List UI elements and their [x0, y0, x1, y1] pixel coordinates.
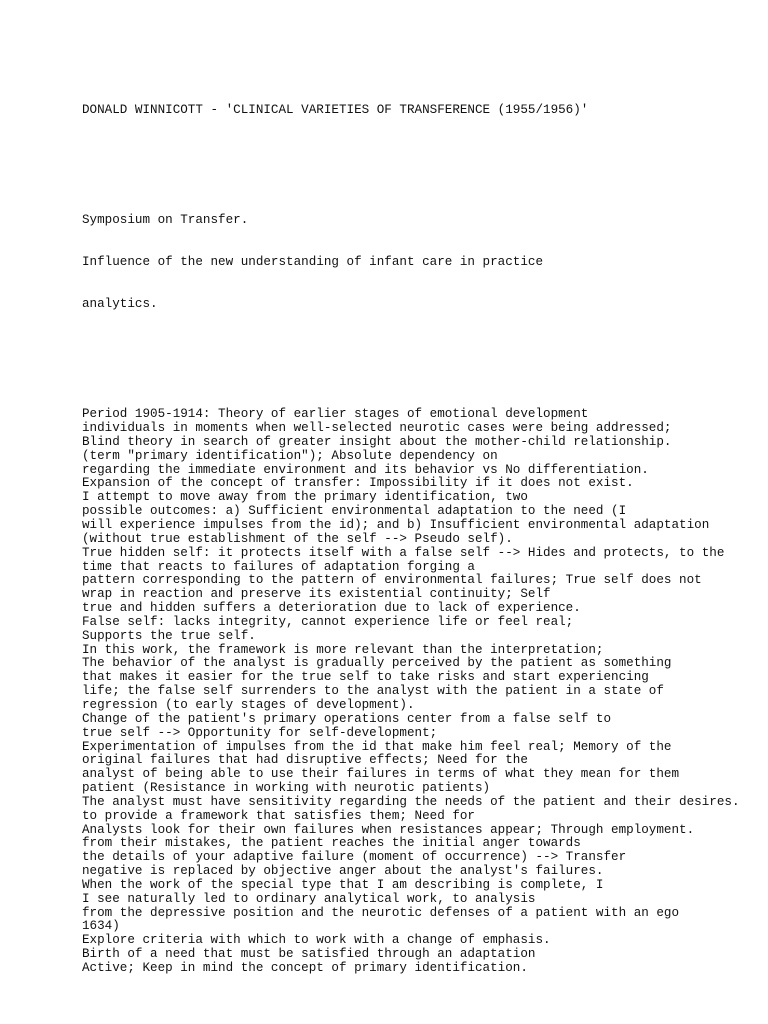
- spacer: [82, 145, 762, 159]
- body-line: regression (to early stages of development).: [82, 697, 415, 712]
- body-line: I see naturally led to ordinary analytical work, to analysis: [82, 891, 536, 906]
- intro-line: analytics.: [82, 296, 158, 311]
- body-line: Analysts look for their own failures when resistances appear; Through employment.: [82, 822, 695, 837]
- intro-line: Influence of the new understanding of infant care in practice: [82, 254, 544, 269]
- body-line: pattern corresponding to the pattern of environmental failures; True self does not: [82, 573, 702, 588]
- body-line: Birth of a need that must be satisfied through an adaptation: [82, 947, 536, 962]
- document-title: DONALD WINNICOTT - 'CLINICAL VARIETIES OF TRANSFERENCE (1955/1956)': [82, 102, 589, 117]
- body-line: I attempt to move away from the primary identification, two: [82, 490, 528, 505]
- body-line: When the work of the special type that I am describing is complete, I: [82, 877, 604, 892]
- spacer: [82, 367, 762, 381]
- body-line: negative is replaced by objective anger about the analyst's failures.: [82, 864, 604, 879]
- body-line: patient (Resistance in working with neurotic patients): [82, 781, 491, 796]
- body-line: In this work, the framework is more relevant than the interpretation;: [82, 642, 604, 657]
- intro-line: Symposium on Transfer.: [82, 213, 249, 228]
- body-line: True hidden self: it protects itself with a false self --> Hides and protects, to the: [82, 545, 725, 560]
- body-line: true self --> Opportunity for self-development;: [82, 725, 438, 740]
- body-line: Expansion of the concept of transfer: Impossibility if it does not exist.: [82, 476, 634, 491]
- body-line: possible outcomes: a) Sufficient environmental adaptation to the need (I: [82, 504, 627, 519]
- body-line: (term "primary identification"); Absolute dependency on: [82, 448, 498, 463]
- body-line: from their mistakes, the patient reaches the initial anger towards: [82, 836, 581, 851]
- body-line: the details of your adaptive failure (moment of occurrence) --> Transfer: [82, 850, 627, 865]
- body-line: individuals in moments when well-selected neurotic cases were being addressed;: [82, 421, 672, 436]
- body-line: Supports the true self.: [82, 628, 256, 643]
- body-line: life; the false self surrenders to the analyst with the patient in a state of: [82, 684, 664, 699]
- body-line: original failures that had disruptive effects; Need for the: [82, 753, 528, 768]
- body-line: Blind theory in search of greater insight about the mother-child relationship.: [82, 434, 672, 449]
- body-line: true and hidden suffers a deterioration due to lack of experience.: [82, 601, 581, 616]
- body-line: that makes it easier for the true self to take risks and start experiencing: [82, 670, 649, 685]
- body-line: The behavior of the analyst is gradually perceived by the patient as something: [82, 656, 672, 671]
- body-line: analyst of being able to use their failures in terms of what they mean for them: [82, 767, 680, 782]
- body-line: regarding the immediate environment and its behavior vs No differentiation.: [82, 462, 649, 477]
- body-line: Experimentation of impulses from the id that make him feel real; Memory of the: [82, 739, 672, 754]
- intro-section: [82, 187, 762, 339]
- body-line: The analyst must have sensitivity regarding the needs of the patient and their desires.: [82, 794, 740, 809]
- body-line: Explore criteria with which to work with a change of emphasis.: [82, 933, 551, 948]
- body-line: from the depressive position and the neurotic defenses of a patient with an ego: [82, 905, 680, 920]
- body-line: 1634): [82, 919, 120, 934]
- body-line: Change of the patient's primary operations center from a false self to: [82, 711, 612, 726]
- body-line: Period 1905-1914: Theory of earlier stages of emotional development: [82, 407, 589, 422]
- body-line: to provide a framework that satisfies them; Need for: [82, 808, 475, 823]
- document-text: [82, 76, 762, 1004]
- body-line: will experience impulses from the id); and b) Insufficient environmental adaptation: [82, 518, 710, 532]
- body-line: time that reacts to failures of adaptation forging a: [82, 559, 475, 574]
- body-line: (without true establishment of the self --> Pseudo self).: [82, 531, 513, 546]
- body-line: wrap in reaction and preserve its existential continuity; Self: [82, 587, 551, 602]
- body-line: False self: lacks integrity, cannot experience life or feel real;: [82, 614, 574, 629]
- body-section: [82, 408, 762, 976]
- body-line: Active; Keep in mind the concept of primary identification.: [82, 961, 528, 975]
